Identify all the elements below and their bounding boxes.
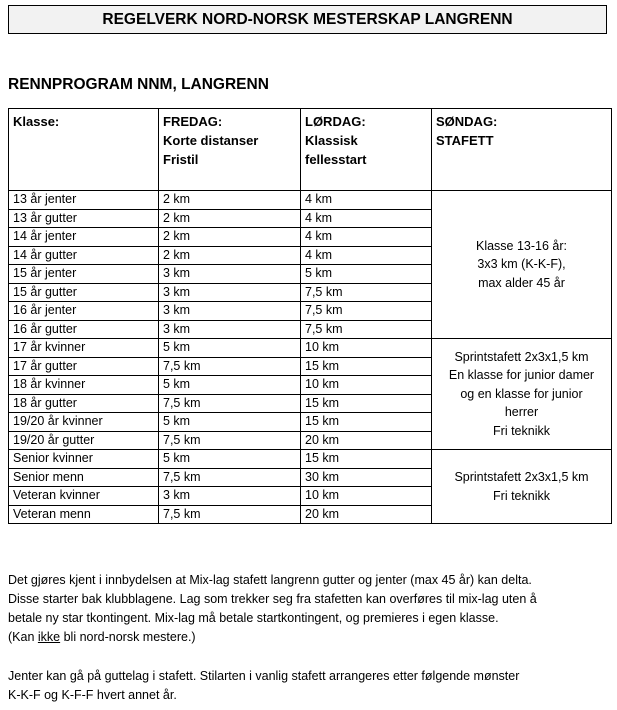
fredag-cell: 5 km <box>159 450 301 469</box>
lordag-cell: 4 km <box>301 209 432 228</box>
table-row <box>9 191 612 210</box>
stafett-line: En klasse for junior damer <box>448 368 595 383</box>
fredag-cell: 5 km <box>159 376 301 395</box>
lordag-cell: 15 km <box>301 413 432 432</box>
document-title: REGELVERK NORD-NORSK MESTERSKAP LANGRENN <box>102 10 513 28</box>
section-title: RENNPROGRAM NNM, LANGRENN <box>8 76 269 93</box>
klasse-cell: 17 år kvinner <box>9 339 159 358</box>
fredag-cell: 7,5 km <box>159 505 301 524</box>
header-fredag: FREDAG: Korte distanser Fristil <box>159 109 301 191</box>
paragraph-line: Disse starter bak klubblagene. Lag som trekker seg fra stafetten kan overføres til mix-lag uten å <box>8 592 537 606</box>
klasse-cell: 15 år jenter <box>9 265 159 284</box>
fredag-cell: 2 km <box>159 191 301 210</box>
fredag-cell: 2 km <box>159 246 301 265</box>
table-row <box>9 339 612 358</box>
paragraph-line: Det gjøres kjent i innbydelsen at Mix-lag stafett langrenn gutter og jenter (max 45 år) kan delta. <box>8 573 532 587</box>
stafett-cell <box>432 191 612 339</box>
stafett-line: Fri teknikk <box>493 488 550 503</box>
fredag-cell: 3 km <box>159 320 301 339</box>
fredag-cell: 7,5 km <box>159 357 301 376</box>
lordag-cell: 4 km <box>301 228 432 247</box>
paragraph-line: Jenter kan gå på guttelag i stafett. Stilarten i vanlig stafett arrangeres etter følgende mønster <box>8 669 520 683</box>
stilart-paragraph <box>8 667 608 705</box>
table-row <box>9 450 612 469</box>
lordag-cell: 10 km <box>301 376 432 395</box>
lordag-cell: 30 km <box>301 468 432 487</box>
stafett-cell <box>432 450 612 524</box>
stafett-line: Klasse 13-16 år: <box>475 238 568 253</box>
klasse-cell: 17 år gutter <box>9 357 159 376</box>
header-sondag: SØNDAG: STAFETT <box>432 109 612 191</box>
fredag-cell: 3 km <box>159 283 301 302</box>
paragraph-line: (Kan ikke bli nord-norsk mestere.) <box>8 630 196 644</box>
lordag-cell: 10 km <box>301 339 432 358</box>
klasse-cell: Veteran kvinner <box>9 487 159 506</box>
lordag-cell: 15 km <box>301 357 432 376</box>
fredag-cell: 2 km <box>159 209 301 228</box>
fredag-cell: 2 km <box>159 228 301 247</box>
fredag-cell: 7,5 km <box>159 431 301 450</box>
header-lordag: LØRDAG: Klassisk fellesstart <box>301 109 432 191</box>
klasse-cell: Senior kvinner <box>9 450 159 469</box>
fredag-cell: 3 km <box>159 302 301 321</box>
mixlag-paragraph <box>8 571 608 647</box>
lordag-cell: 7,5 km <box>301 283 432 302</box>
klasse-cell: 18 år kvinner <box>9 376 159 395</box>
klasse-cell: 18 år gutter <box>9 394 159 413</box>
klasse-cell: 16 år jenter <box>9 302 159 321</box>
table-header-row <box>9 109 612 191</box>
klasse-cell: 14 år gutter <box>9 246 159 265</box>
lordag-cell: 15 km <box>301 450 432 469</box>
fredag-cell: 3 km <box>159 487 301 506</box>
lordag-cell: 7,5 km <box>301 320 432 339</box>
fredag-cell: 5 km <box>159 339 301 358</box>
lordag-cell: 10 km <box>301 487 432 506</box>
lordag-cell: 15 km <box>301 394 432 413</box>
fredag-cell: 3 km <box>159 265 301 284</box>
stafett-line: Sprintstafett 2x3x1,5 km <box>454 470 589 484</box>
klasse-cell: Senior menn <box>9 468 159 487</box>
underlined-text: ikke <box>37 630 61 644</box>
paragraph-line: K-K-F og K-F-F hvert annet år. <box>8 688 177 702</box>
stafett-line: 3x3 km (K-K-F), <box>477 257 566 272</box>
stafett-line: og en klasse for junior <box>460 386 583 401</box>
klasse-cell: Veteran menn <box>9 505 159 524</box>
fredag-cell: 7,5 km <box>159 468 301 487</box>
stafett-line: herrer <box>504 405 539 420</box>
program-table <box>8 108 612 524</box>
stafett-cell <box>432 339 612 450</box>
stafett-line: Sprintstafett 2x3x1,5 km <box>454 349 589 364</box>
lordag-cell: 20 km <box>301 431 432 450</box>
lordag-cell: 7,5 km <box>301 302 432 321</box>
header-klasse: Klasse: <box>9 109 159 191</box>
klasse-cell: 16 år gutter <box>9 320 159 339</box>
lordag-cell: 4 km <box>301 246 432 265</box>
fredag-cell: 5 km <box>159 413 301 432</box>
klasse-cell: 19/20 år gutter <box>9 431 159 450</box>
klasse-cell: 19/20 år kvinner <box>9 413 159 432</box>
lordag-cell: 4 km <box>301 191 432 210</box>
lordag-cell: 20 km <box>301 505 432 524</box>
stafett-line: max alder 45 år <box>478 275 565 290</box>
klasse-cell: 15 år gutter <box>9 283 159 302</box>
lordag-cell: 5 km <box>301 265 432 284</box>
fredag-cell: 7,5 km <box>159 394 301 413</box>
stafett-line: Fri teknikk <box>493 423 550 438</box>
paragraph-line: betale ny star tkontingent. Mix-lag må betale startkontingent, og premieres i egen klasse. <box>8 611 499 625</box>
klasse-cell: 13 år gutter <box>9 209 159 228</box>
klasse-cell: 13 år jenter <box>9 191 159 210</box>
klasse-cell: 14 år jenter <box>9 228 159 247</box>
document-header <box>8 5 607 34</box>
